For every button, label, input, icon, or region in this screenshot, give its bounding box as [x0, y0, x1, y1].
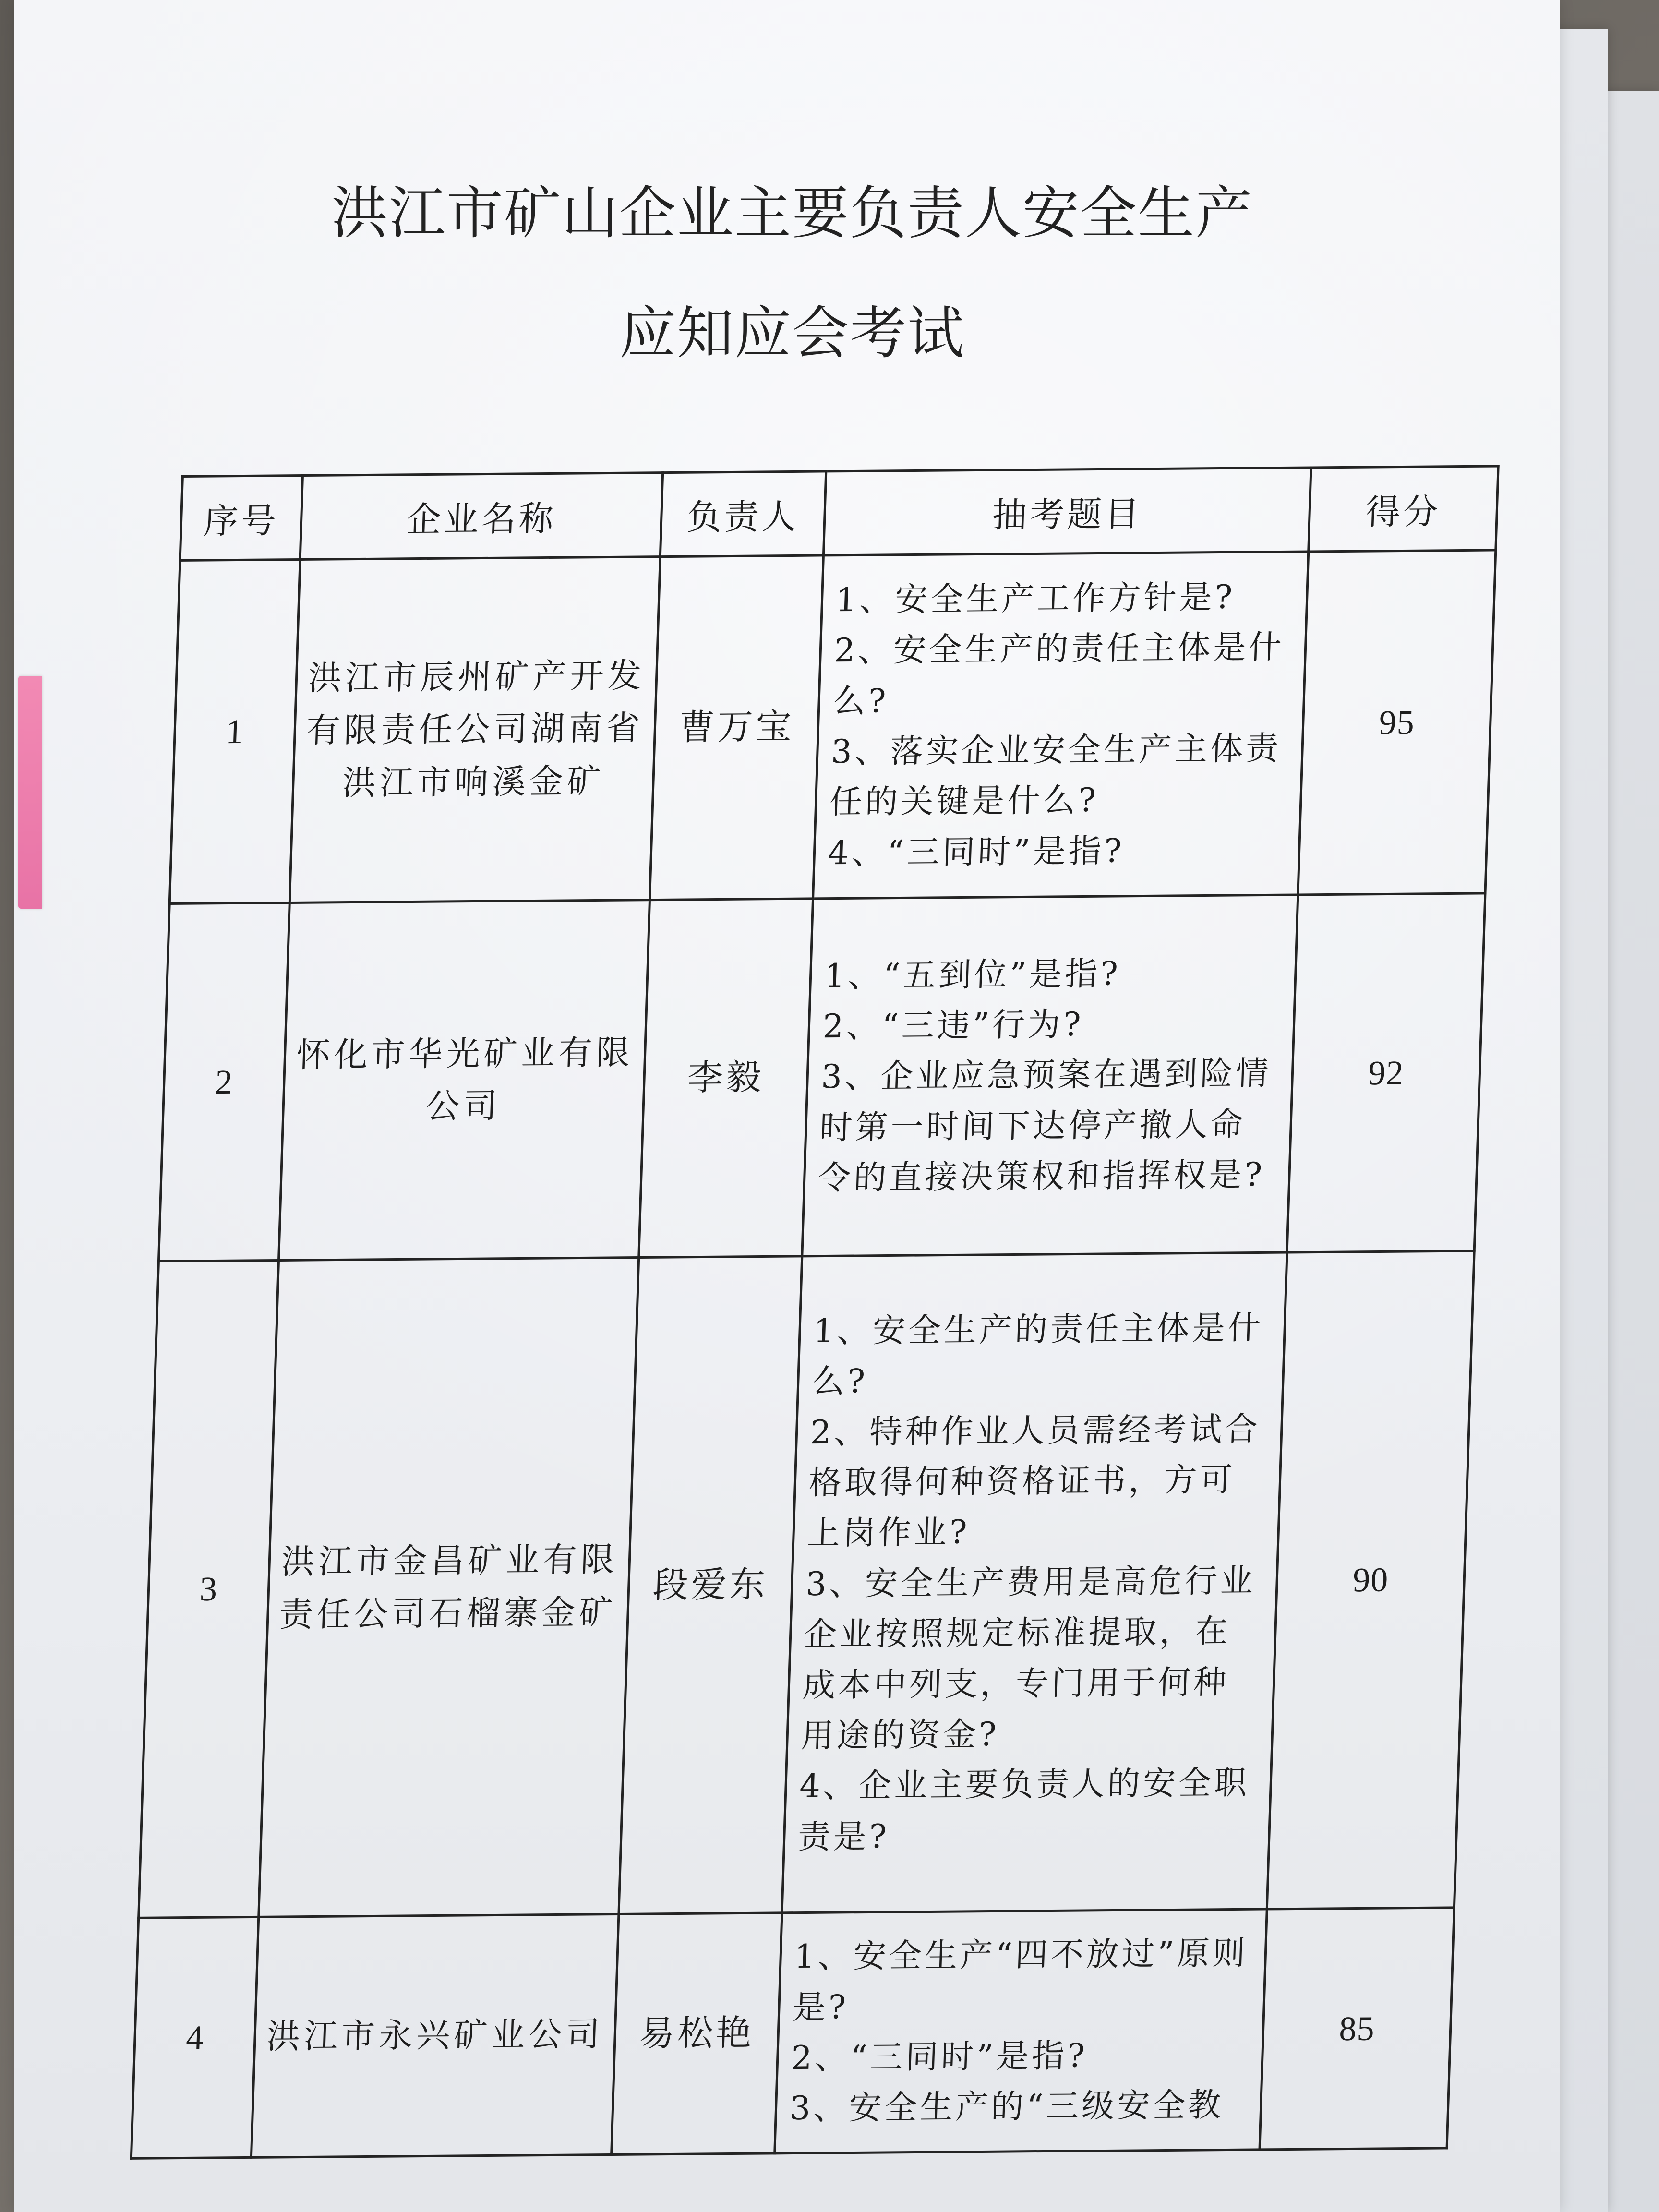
question-cell [775, 1909, 1267, 2153]
header-questions: 抽考题目 [823, 468, 1311, 555]
score-cell [1298, 550, 1496, 895]
seq-cell [169, 560, 300, 904]
question-cell [782, 1252, 1287, 1913]
question-item: 1、安全生产工作方针是? [835, 578, 1236, 620]
header-person: 负责人 [660, 471, 826, 557]
seq-value: 1 [225, 712, 244, 751]
question-item: 4、“三同时”是指? [827, 832, 1125, 872]
person-cell [649, 555, 823, 900]
table-row [131, 1908, 1454, 2159]
person-name: 曹万宝 [678, 706, 795, 748]
seq-cell [131, 1917, 258, 2158]
question-item: 1、安全生产“四不放过”原则是? [792, 1934, 1249, 2027]
title-line-1: 洪江市矿山企业主要负责人安全生产 [331, 180, 1253, 246]
company-name: 洪江市金昌矿业有限责任公司石榴寨金矿 [278, 1539, 619, 1635]
score-value: 95 [1378, 703, 1416, 742]
question-item: 1、安全生产的责任主体是什么? [811, 1309, 1264, 1401]
question-item: 4、企业主要负责人的安全职责是? [797, 1764, 1250, 1856]
company-name: 怀化市华光矿业有限公司 [296, 1033, 635, 1126]
seq-value: 4 [185, 2018, 204, 2057]
question-item: 2、“三同时”是指? [791, 2037, 1088, 2078]
question-item: 2、特种作业人员需经考试合格取得何种资格证书，方可上岗作业? [806, 1410, 1261, 1553]
score-cell [1260, 1908, 1454, 2150]
person-cell [612, 1913, 782, 2155]
question-item: 2、安全生产的责任主体是什么? [832, 628, 1285, 721]
score-cell [1267, 1251, 1474, 1909]
score-value: 85 [1338, 2009, 1375, 2048]
seq-value: 3 [199, 1570, 218, 1609]
seq-value: 2 [215, 1062, 234, 1101]
company-cell [289, 557, 660, 903]
question-item: 3、安全生产费用是高危行业企业按照规定标准提取，在成本中列支，专门用于何种用途的资金? [800, 1562, 1257, 1755]
seq-cell [139, 1260, 279, 1918]
table-row [169, 550, 1496, 903]
company-name: 洪江市永兴矿业公司 [265, 2014, 604, 2057]
company-cell [279, 900, 650, 1261]
person-name: 李毅 [686, 1057, 765, 1099]
question-item: 2、“三违”行为? [822, 1005, 1084, 1046]
question-item: 1、“五到位”是指? [823, 954, 1121, 995]
person-cell [619, 1256, 802, 1914]
person-name: 易松艳 [638, 2012, 755, 2055]
table-row [158, 893, 1485, 1261]
question-item: 3、安全生产的“三级安全教 [789, 2086, 1225, 2128]
seq-cell [158, 902, 289, 1261]
exam-document-page [14, 0, 1560, 2212]
score-cell [1287, 893, 1485, 1252]
question-cell [802, 895, 1298, 1256]
company-name: 洪江市辰州矿产开发有限责任公司湖南省洪江市响溪金矿 [305, 656, 646, 803]
header-seq: 序号 [180, 476, 302, 561]
table-header-row [180, 466, 1498, 561]
question-item: 3、企业应急预案在遇到险情时第一时间下达停产撤人命令的直接决策权和指挥权是? [817, 1055, 1272, 1198]
company-cell [259, 1258, 639, 1917]
score-value: 90 [1352, 1560, 1389, 1599]
title-line-2: 应知应会考试 [619, 300, 965, 366]
table-row [139, 1251, 1475, 1918]
header-score: 得分 [1309, 466, 1498, 552]
question-cell [813, 552, 1309, 899]
exam-table-wrapper [130, 465, 1497, 2159]
header-company: 企业名称 [300, 473, 663, 560]
exam-results-table [130, 465, 1500, 2159]
question-item: 3、落实企业安全生产主体责任的关键是什么? [829, 729, 1282, 822]
score-value: 92 [1368, 1053, 1405, 1093]
person-cell [639, 899, 813, 1258]
person-name: 段爱东 [652, 1563, 769, 1606]
document-title [72, 182, 1512, 365]
sticky-note-tab [18, 676, 42, 909]
company-cell [251, 1914, 619, 2158]
